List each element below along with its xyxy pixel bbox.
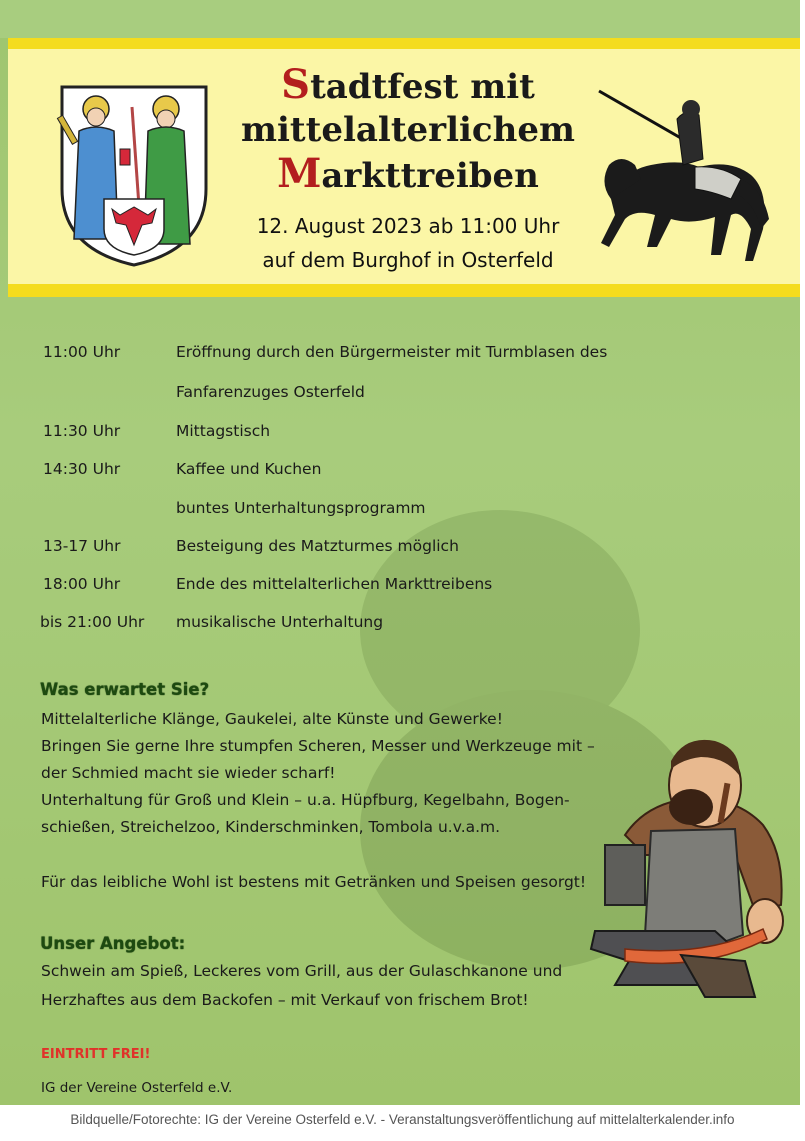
schedule-desc: musikalische Unterhaltung (176, 613, 384, 631)
schedule-time: 11:30 Uhr (43, 422, 121, 440)
schedule-desc: Kaffee und Kuchen (176, 460, 322, 478)
blacksmith-icon (585, 735, 795, 1005)
event-location: auf dem Burghof in Osterfeld (262, 248, 554, 272)
header-banner (8, 38, 800, 297)
title-initial-m: M (277, 150, 322, 197)
coat-of-arms-icon (54, 79, 214, 269)
offer-heading: Unser Angebot: (40, 934, 186, 953)
schedule-time: 13-17 Uhr (43, 537, 121, 555)
organizer-name: IG der Vereine Osterfeld e.V. (41, 1080, 233, 1096)
schedule-time: bis 21:00 Uhr (40, 613, 145, 631)
title-initial-s: S (281, 61, 311, 108)
schedule-desc: Fanfarenzuges Osterfeld (176, 383, 365, 401)
title-line2: mittelalterlichem (241, 110, 575, 150)
event-date: 12. August 2023 ab 11:00 Uhr (256, 214, 560, 238)
event-subtitle (208, 209, 608, 277)
expect-heading: Was erwartet Sie? (40, 680, 210, 699)
knight-on-horse-icon (591, 79, 781, 279)
schedule-desc: Besteigung des Matzturmes möglich (176, 537, 459, 555)
top-band (0, 0, 800, 38)
schedule-desc: Ende des mittelalterlichen Markttreibens (176, 575, 493, 593)
food-line: Für das leibliche Wohl ist bestens mit Getränken und Speisen gesorgt! (41, 873, 587, 891)
schedule-time: 18:00 Uhr (43, 575, 121, 593)
event-title (208, 63, 608, 198)
schedule-time: 11:00 Uhr (43, 343, 121, 361)
expect-line: Unterhaltung für Groß und Klein – u.a. Hüpfburg, Kegelbahn, Bogen- (41, 791, 570, 809)
title-line1: tadtfest mit (310, 67, 535, 107)
schedule-time: 14:30 Uhr (43, 460, 121, 478)
offer-line: Herzhaftes aus dem Backofen – mit Verkauf von frischem Brot! (41, 991, 529, 1009)
title-line3: arkttreiben (321, 156, 539, 196)
expect-line: Bringen Sie gerne Ihre stumpfen Scheren, Messer und Werkzeuge mit – (41, 737, 595, 755)
offer-line: Schwein am Spieß, Leckeres vom Grill, aus der Gulaschkanone und (41, 962, 563, 980)
schedule-desc: Mittagstisch (176, 422, 271, 440)
expect-line: der Schmied macht sie wieder scharf! (41, 764, 336, 782)
expect-line: Mittelalterliche Klänge, Gaukelei, alte Künste und Gewerke! (41, 710, 503, 728)
admission-notice: EINTRITT FREI! (41, 1047, 151, 1062)
schedule-desc: buntes Unterhaltungsprogramm (176, 499, 426, 517)
image-credit-footer: Bildquelle/Fotorechte: IG der Vereine Osterfeld e.V. - Veranstaltungsveröffentlichung auf mittelalterkalender.info (70, 1112, 735, 1127)
schedule-desc: Eröffnung durch den Bürgermeister mit Turmblasen des (176, 343, 608, 361)
expect-line: schießen, Streichelzoo, Kinderschminken, Tombola u.v.a.m. (41, 818, 501, 836)
